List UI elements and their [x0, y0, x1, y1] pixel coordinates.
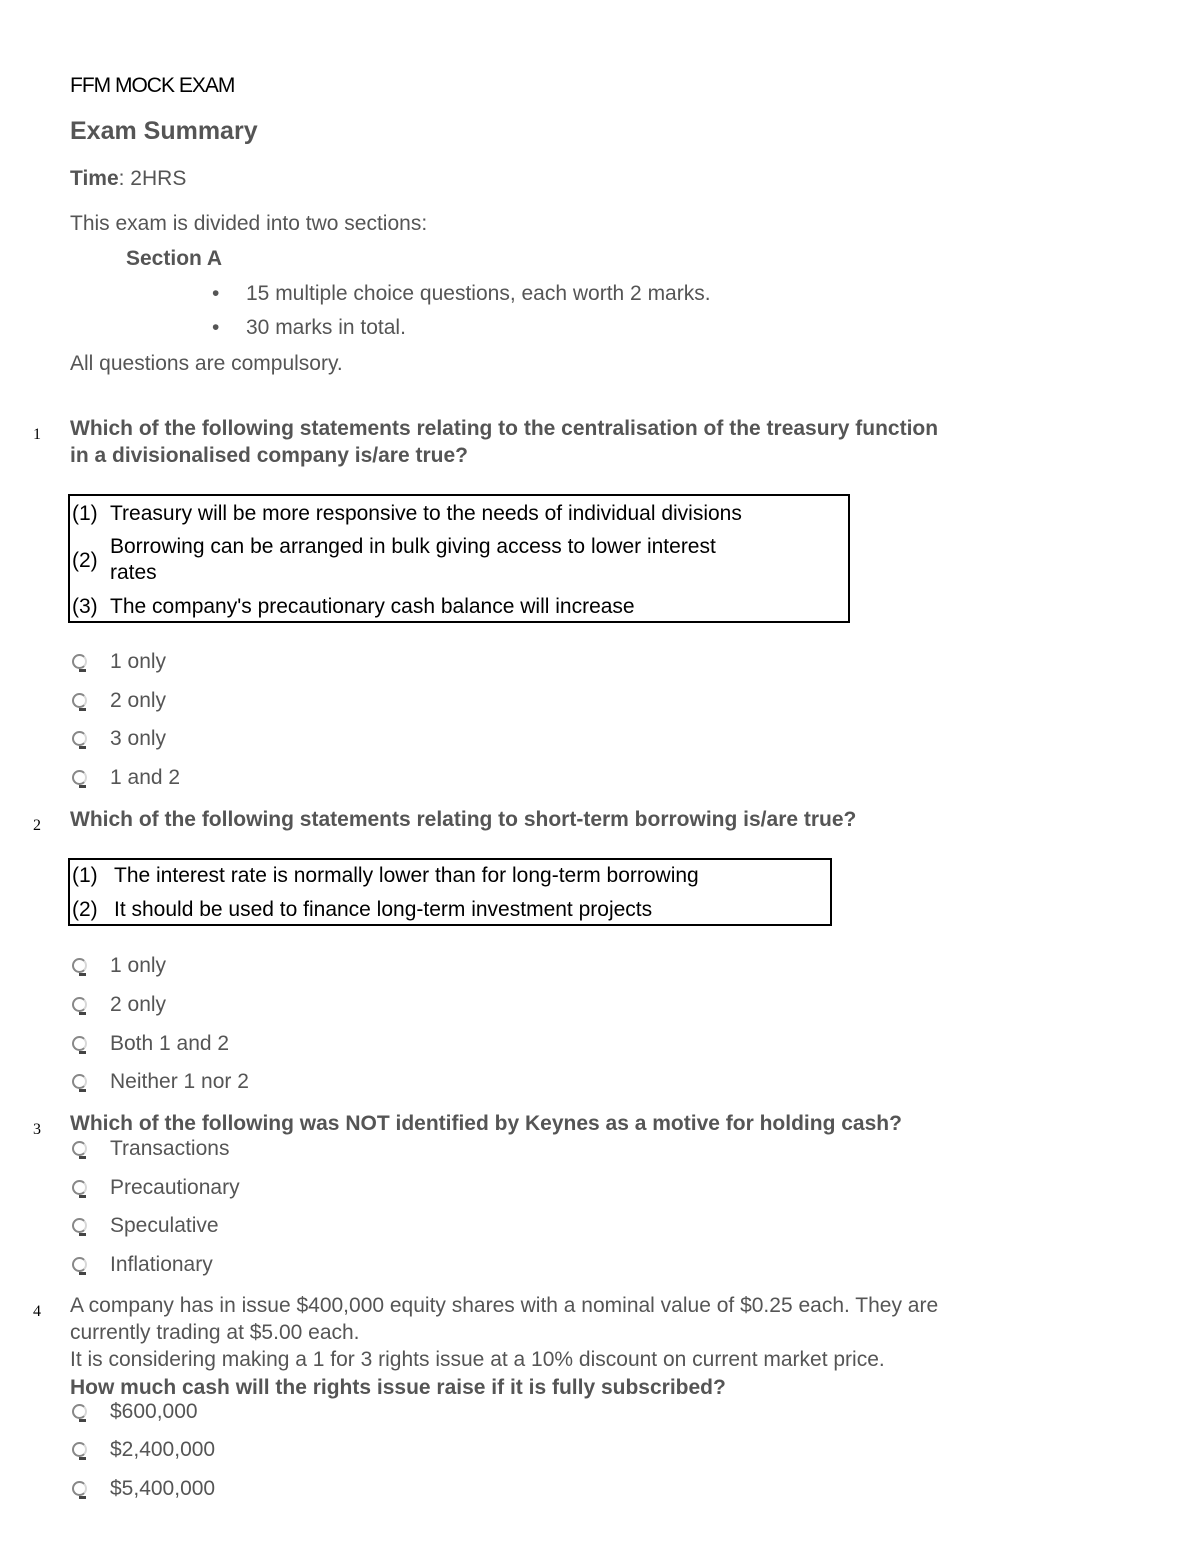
- compulsory-note: All questions are compulsory.: [70, 352, 343, 375]
- option-label: 2 only: [110, 689, 167, 712]
- radio-button[interactable]: [72, 1257, 87, 1272]
- question-scenario: [70, 1292, 938, 1373]
- statements-box: [68, 494, 850, 623]
- statement-text: It should be used to finance long-term investment projects: [114, 898, 653, 921]
- option-label: 1 and 2: [110, 766, 181, 789]
- radio-button[interactable]: [72, 1442, 87, 1457]
- scenario-line: currently trading at $5.00 each.: [70, 1321, 360, 1344]
- question-text: [70, 806, 856, 833]
- question-number: 3: [33, 1121, 41, 1138]
- question-text-line: Which of the following statements relating to short-term borrowing is/are true?: [70, 808, 857, 831]
- statement-number: (1): [72, 864, 98, 887]
- statement-text: The interest rate is normally lower than for long-term borrowing: [114, 864, 699, 887]
- question-text-line: How much cash will the rights issue raise if it is fully subscribed?: [70, 1376, 726, 1399]
- question-text: [70, 1374, 726, 1401]
- question-text: [70, 415, 938, 469]
- option-label: 3 only: [110, 727, 167, 750]
- statements-box: [68, 858, 832, 926]
- radio-button[interactable]: [72, 693, 87, 708]
- radio-button[interactable]: [72, 1404, 87, 1419]
- radio-button[interactable]: [72, 1074, 87, 1089]
- radio-button[interactable]: [72, 1481, 87, 1496]
- statement-number: (3): [72, 595, 98, 618]
- time-value: : 2HRS: [118, 167, 187, 190]
- option-label: $5,400,000: [110, 1477, 216, 1500]
- radio-button[interactable]: [72, 997, 87, 1012]
- radio-button[interactable]: [72, 1141, 87, 1156]
- radio-button[interactable]: [72, 1180, 87, 1195]
- statement-text: Borrowing can be arranged in bulk giving access to lower interest: [110, 535, 716, 558]
- option-label: Both 1 and 2: [110, 1032, 230, 1055]
- option-label: $600,000: [110, 1400, 198, 1423]
- time-label: Time: [70, 167, 119, 190]
- section-a-label: Section A: [126, 247, 223, 270]
- statement-text: rates: [110, 561, 157, 584]
- statement-number: (2): [72, 549, 98, 572]
- document-title: FFM MOCK EXAM: [70, 74, 235, 97]
- statement-number: (1): [72, 502, 98, 525]
- radio-button[interactable]: [72, 731, 87, 746]
- option-label: 2 only: [110, 993, 167, 1016]
- scenario-line: A company has in issue $400,000 equity shares with a nominal value of $0.25 each. They are: [70, 1294, 939, 1317]
- bullet-text: 15 multiple choice questions, each worth 2 marks.: [246, 282, 711, 305]
- question-number: 2: [33, 817, 41, 834]
- radio-button[interactable]: [72, 958, 87, 973]
- statement-text: Treasury will be more responsive to the needs of individual divisions: [110, 502, 742, 525]
- option-label: Inflationary: [110, 1253, 213, 1276]
- bullet-text: 30 marks in total.: [246, 316, 406, 339]
- time-line: [70, 167, 186, 191]
- question-text: [70, 1110, 902, 1137]
- question-number: 1: [33, 426, 41, 443]
- question-text-line: in a divisionalised company is/are true?: [70, 444, 468, 467]
- option-label: Speculative: [110, 1214, 219, 1237]
- option-label: 1 only: [110, 650, 167, 673]
- option-label: $2,400,000: [110, 1438, 216, 1461]
- radio-button[interactable]: [72, 1218, 87, 1233]
- question-number: 4: [33, 1303, 41, 1320]
- option-label: Precautionary: [110, 1176, 240, 1199]
- radio-button[interactable]: [72, 770, 87, 785]
- option-label: 1 only: [110, 954, 167, 977]
- question-text-line: Which of the following statements relating to the centralisation of the treasury function: [70, 417, 939, 440]
- scenario-line: It is considering making a 1 for 3 rights issue at a 10% discount on current market price.: [70, 1348, 885, 1371]
- option-label: Transactions: [110, 1137, 230, 1160]
- option-label: Neither 1 nor 2: [110, 1070, 249, 1093]
- question-text-line: Which of the following was NOT identified by Keynes as a motive for holding cash?: [70, 1112, 902, 1135]
- statement-text: The company's precautionary cash balance will increase: [110, 595, 635, 618]
- radio-button[interactable]: [72, 1036, 87, 1051]
- radio-button[interactable]: [72, 654, 87, 669]
- statement-number: (2): [72, 898, 98, 921]
- exam-intro: This exam is divided into two sections:: [70, 212, 428, 235]
- bullet-glyph: •: [212, 282, 220, 305]
- bullet-glyph: •: [212, 316, 220, 339]
- exam-summary-heading: Exam Summary: [70, 117, 258, 145]
